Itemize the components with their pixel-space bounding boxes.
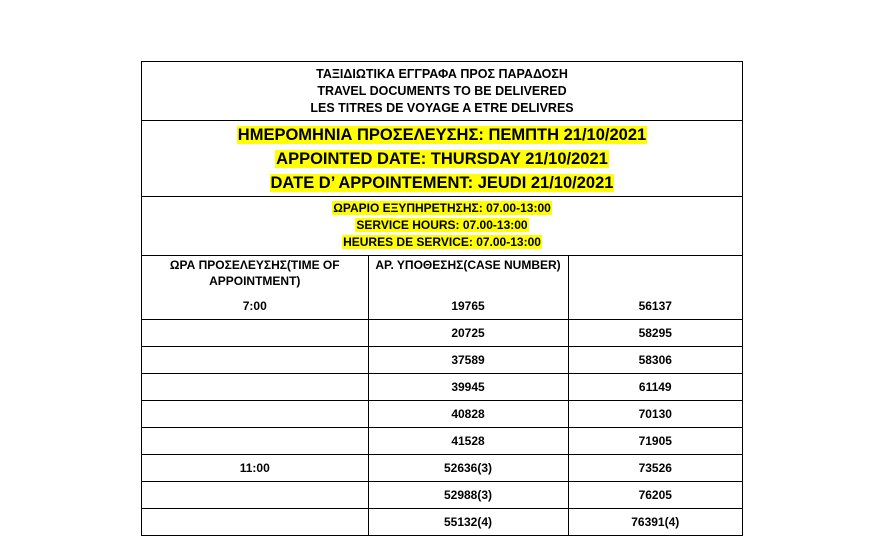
case-number-cell: 76205 <box>568 482 742 509</box>
table-row <box>142 374 742 401</box>
case-number-cell: 52988(3) <box>368 482 568 509</box>
appointment-time-cell <box>142 482 368 509</box>
date-greek: ΗΜΕΡΟΜΗΝΙΑ ΠΡΟΣΕΛΕΥΣΗΣ: ΠΕΜΠΤΗ 21/10/2021 <box>237 126 647 144</box>
table-row <box>142 455 742 482</box>
case-number-cell: 61149 <box>568 374 742 401</box>
case-number-cell: 52636(3) <box>368 455 568 482</box>
appointment-time-cell: 11:00 <box>142 455 368 482</box>
appointment-date-block <box>142 121 742 197</box>
table-row <box>142 428 742 455</box>
appointment-time-cell <box>142 320 368 347</box>
case-number-cell: 58306 <box>568 347 742 374</box>
case-number-cell: 71905 <box>568 428 742 455</box>
title-english: TRAVEL DOCUMENTS TO BE DELIVERED <box>317 84 567 98</box>
table-row <box>142 509 742 536</box>
case-column-header: ΑΡ. ΥΠΟΘΕΣΗΣ(CASE NUMBER) <box>368 256 568 294</box>
time-column-header: ΩΡΑ ΠΡΟΣΕΛΕΥΣΗΣ(TIME OF APPOINTMENT) <box>142 256 368 294</box>
table-row <box>142 401 742 428</box>
date-french: DATE D’ APPOINTEMENT: JEUDI 21/10/2021 <box>270 174 614 192</box>
table-row <box>142 320 742 347</box>
travel-documents-notice <box>141 61 743 536</box>
table-row <box>142 347 742 374</box>
case-number-cell: 73526 <box>568 455 742 482</box>
date-english: APPOINTED DATE: THURSDAY 21/10/2021 <box>276 150 608 168</box>
appointment-time-cell: 7:00 <box>142 293 368 320</box>
case-number-cell: 39945 <box>368 374 568 401</box>
appointment-time-cell <box>142 374 368 401</box>
case-number-table <box>142 255 742 535</box>
case-number-cell: 58295 <box>568 320 742 347</box>
case-number-cell: 19765 <box>368 293 568 320</box>
case-number-cell: 41528 <box>368 428 568 455</box>
case-number-cell: 37589 <box>368 347 568 374</box>
title-greek: ΤΑΞΙΔΙΩΤΙΚΑ ΕΓΓΡΑΦΑ ΠΡΟΣ ΠΑΡΑΔΟΣΗ <box>316 67 568 81</box>
case-number-cell: 70130 <box>568 401 742 428</box>
appointment-time-cell <box>142 401 368 428</box>
table-header-row <box>142 256 742 294</box>
case2-column-header <box>568 256 742 294</box>
table-row <box>142 482 742 509</box>
case-number-cell: 56137 <box>568 293 742 320</box>
appointment-time-cell <box>142 428 368 455</box>
document-title-block <box>142 62 742 121</box>
appointment-time-cell <box>142 509 368 536</box>
service-hours-block <box>142 197 742 255</box>
case-number-cell: 55132(4) <box>368 509 568 536</box>
case-number-cell: 40828 <box>368 401 568 428</box>
table-row <box>142 293 742 320</box>
appointment-time-cell <box>142 347 368 374</box>
case-number-cell: 20725 <box>368 320 568 347</box>
hours-english: SERVICE HOURS: 07.00-13:00 <box>356 218 528 232</box>
hours-french: HEURES DE SERVICE: 07.00-13:00 <box>343 235 541 249</box>
hours-greek: ΩΡΑΡΙΟ ΕΞΥΠΗΡΕΤΗΣΗΣ: 07.00-13:00 <box>333 201 551 215</box>
title-french: LES TITRES DE VOYAGE A ETRE DELIVRES <box>310 101 574 115</box>
case-number-cell: 76391(4) <box>568 509 742 536</box>
